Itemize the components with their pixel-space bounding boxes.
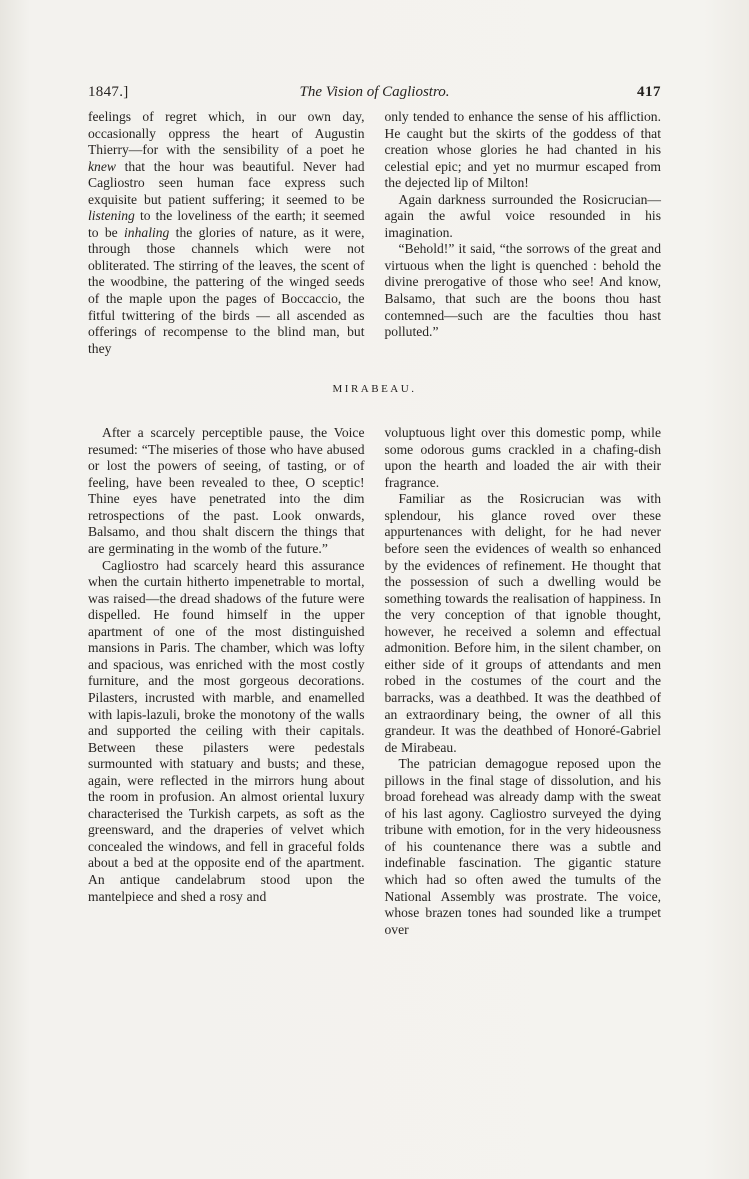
top-column-right bbox=[385, 109, 662, 357]
bottom-section bbox=[88, 425, 661, 938]
paragraph: Again darkness surrounded the Rosicrucian— again the awful voice resounded in his imagination. bbox=[384, 191, 661, 240]
paragraph: only tended to enhance the sense of his affliction. He caught but the skirts of the goddess of that creation whose glories he had chanted in his celestial epic; and yet no murmur escaped from the dejected lip of Milton! bbox=[384, 109, 661, 191]
top-section bbox=[88, 109, 661, 357]
paragraph: feelings of regret which, in our own day, occasionally oppress the heart of Augustin Thierry—for with the sensibility of a poet he knew that the hour was beautiful. Never had Cagliostro seen human face express such exquisite but patient suffering; it seemed to be listening to the loveliness of the earth; it seemed to be inhaling the glories of nature, as it were, through those channels which were not obliterated. The stirring of the leaves, the scent of the woodbine, the pattering of the winged seeds of the maple upon the pages of Boccaccio, the fitful twittering of the birds — all ascended as offerings of recompense to the blind man, but they bbox=[88, 109, 365, 356]
paragraph: voluptuous light over this domestic pomp, while some odorous gums crackled in a chafing-dish upon the hearth and loaded the air with their fragrance. bbox=[384, 425, 661, 490]
header-page-number: 417 bbox=[637, 84, 661, 100]
paragraph: Cagliostro had scarcely heard this assurance when the curtain hitherto impenetrable to mortal, was raised—the dread shadows of the future were dispelled. He found himself in the upper apartment of one of the most distinguished mansions in Paris. The chamber, which was lofty and spacious, was enriched with the most costly furniture, and the most gorgeous decorations. Pilasters, incrusted with marble, and enamelled with lapis-lazuli, broke the monotony of the walls and supported the ceiling with their capitals. Between these pilasters were pedestals surmounted with statuary and busts; and these, again, were reflected in the mirrors hung about the room in profusion. An almost oriental luxury characterised the Turkish carpets, as soft as the greensward, and the draperies of velvet which concealed the windows, and fell in graceful folds about a bed at the opposite end of the apartment. An antique candelabrum stood upon the mantelpiece and shed a rosy and bbox=[88, 557, 365, 904]
header-title: The Vision of Cagliostro. bbox=[299, 84, 450, 100]
paragraph: Familiar as the Rosicrucian was with splendour, his glance roved over these appurtenances with delight, for he had never before seen the evidences of wealth so enhanced by the evidences of refinement. He thought that the possession of such a dwelling would be something towards the realisation of happiness. In the very conception of that ignoble thought, however, he received a solemn and effectual admonition. Before him, in the silent chamber, on either side of it groups of attendants and men robed in the costumes of the court and the barracks, was a deathbed. It was the deathbed of an extraordinary being, the owner of all this grandeur. It was the deathbed of Honoré-Gabriel de Mirabeau. bbox=[384, 491, 661, 755]
paragraph: The patrician demagogue reposed upon the pillows in the final stage of dissolution, and his broad forehead was already damp with the sweat of his last agony. Cagliostro surveyed the dying tribune with emotion, for in the very hideousness of his countenance there was a subtle and indefinable fascination. The gigantic stature which had so often awed the tumults of the National Assembly was prostrate. The voice, whose brazen tones had sounded like a trumpet over bbox=[384, 756, 661, 937]
section-heading-mirabeau: MIRABEAU. bbox=[332, 383, 417, 396]
paragraph: After a scarcely perceptible pause, the Voice resumed: “The miseries of those who have abused or lost the powers of seeing, of tasting, or of feeling, have been revealed to thee, O sceptic! Thine eyes have penetrated into the dim retrospections of the past. Look onwards, Balsamo, and thou shalt discern the things that are germinating in the womb of the future.” bbox=[88, 425, 365, 557]
header-date: 1847.] bbox=[88, 84, 129, 100]
bottom-column-left bbox=[88, 425, 365, 938]
page-header bbox=[88, 84, 661, 101]
top-column-left bbox=[88, 109, 365, 357]
bottom-column-right bbox=[385, 425, 662, 938]
paragraph: “Behold!” it said, “the sorrows of the great and virtuous when the light is quenched : behold the divine prerogative of those who see! And know, Balsamo, that such are the boons thou hast contemned—such are the faculties thou hast polluted.” bbox=[384, 241, 661, 340]
